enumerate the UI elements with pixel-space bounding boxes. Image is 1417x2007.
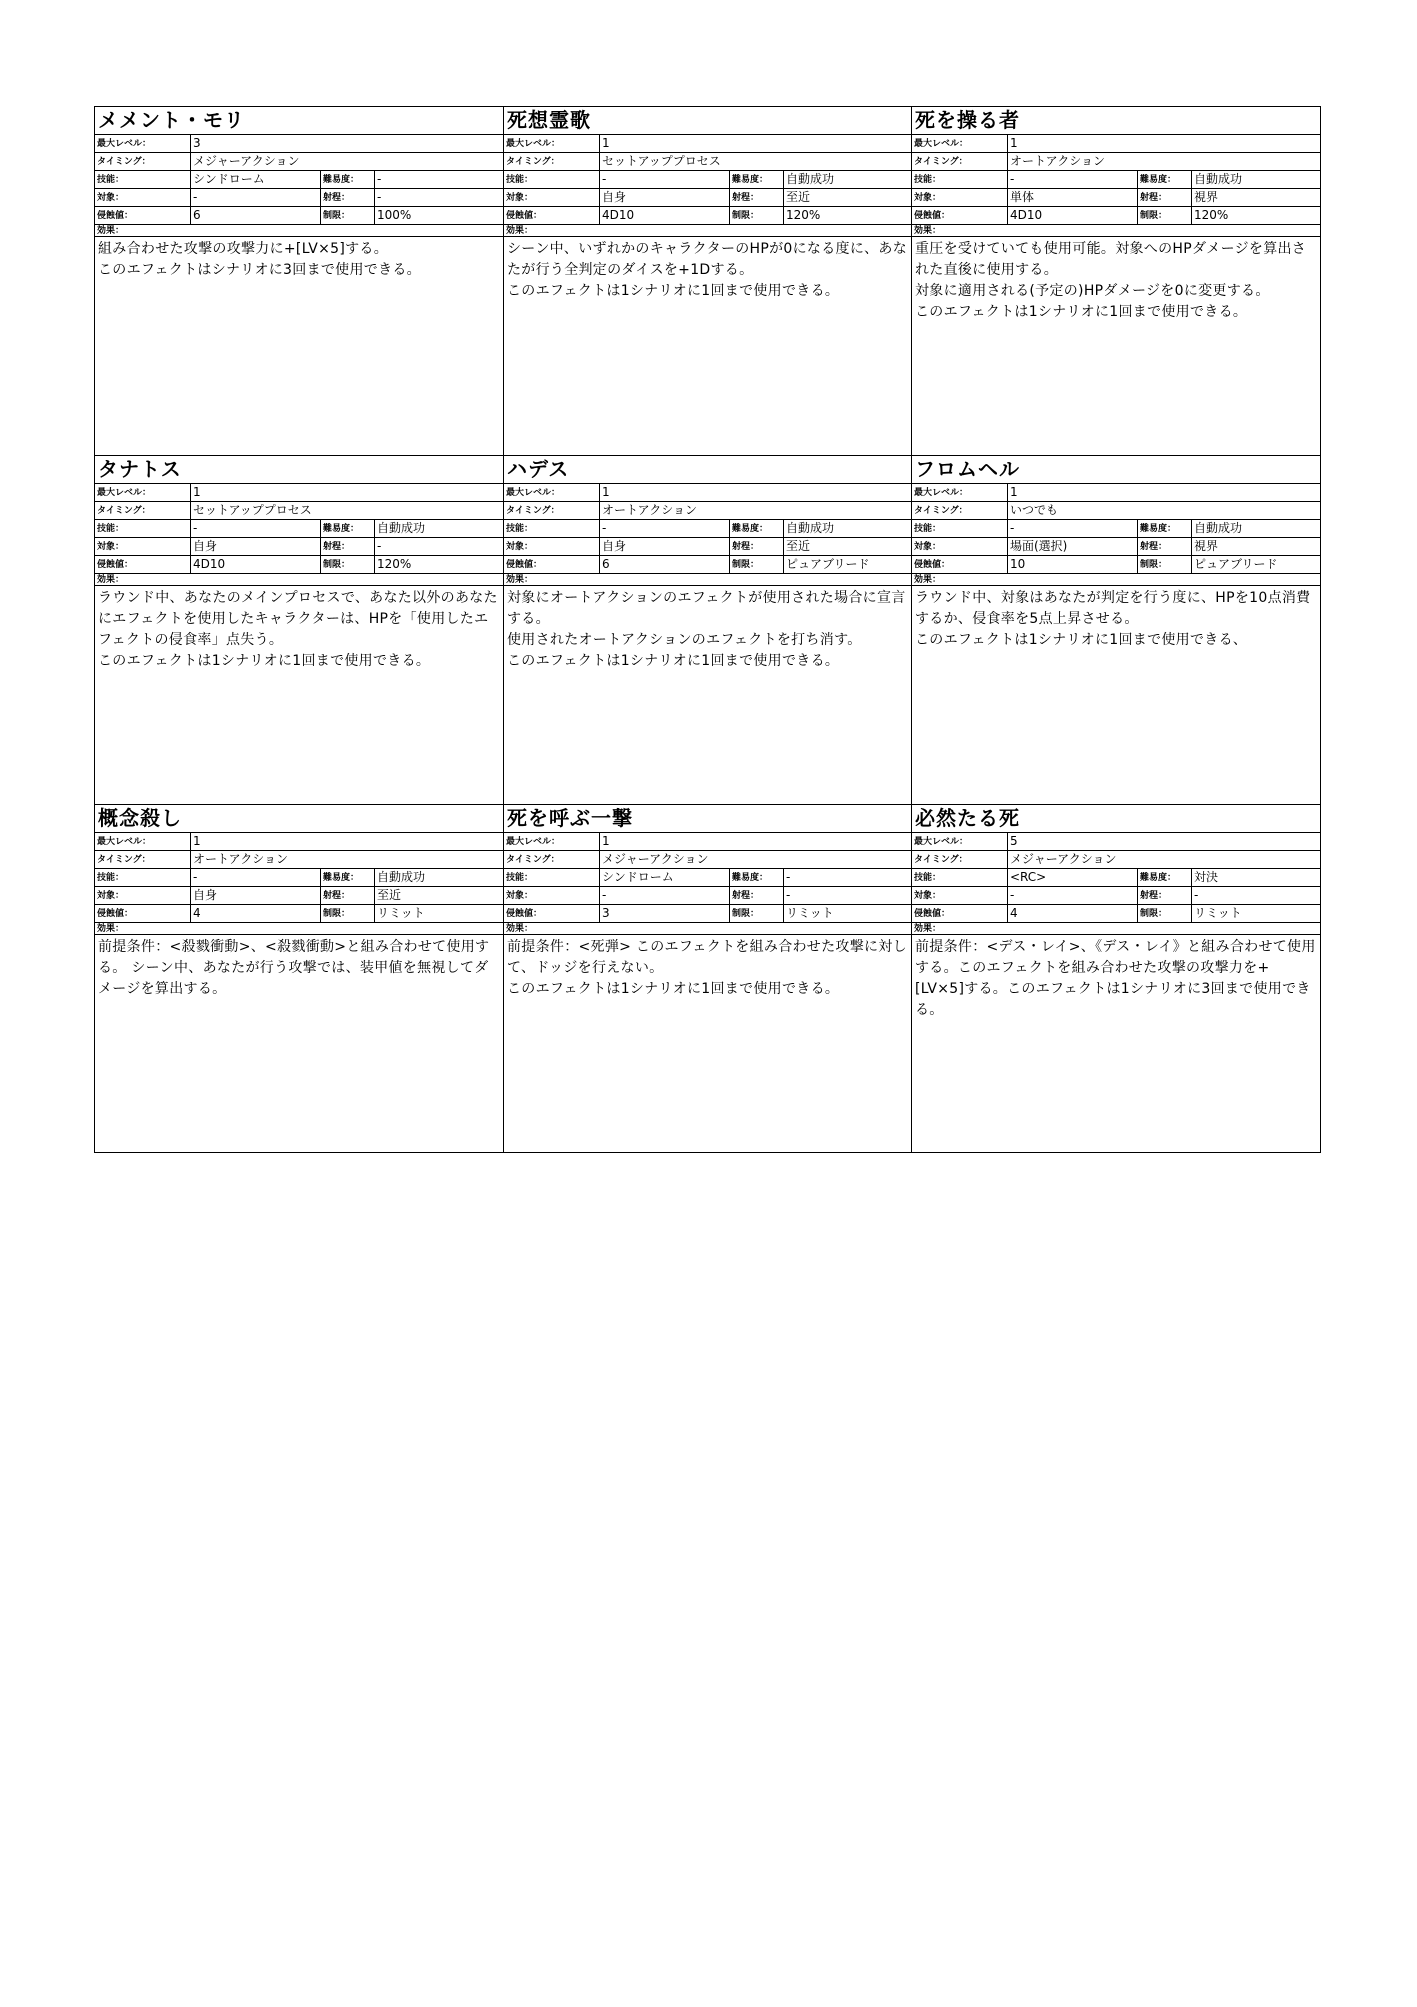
- effect-label: 効果：: [506, 575, 534, 585]
- erosion-row: [95, 207, 503, 225]
- effect-name: 死想霊歌: [504, 107, 911, 135]
- difficulty-label: 難易度：: [729, 869, 783, 886]
- erosion-value: 4D10: [190, 556, 320, 573]
- range-value: -: [1191, 887, 1320, 904]
- skill-value: -: [1007, 520, 1137, 537]
- erosion-value: 4: [1007, 905, 1137, 922]
- effect-text: ラウンド中、対象はあなたが判定を行う度に、HPを10点消費するか、侵食率を5点上昇させる。 このエフェクトは1シナリオに1回まで使用できる、: [915, 590, 1311, 648]
- target-value: 自身: [190, 887, 320, 904]
- timing-label: タイミング：: [97, 157, 151, 167]
- skill-value: -: [1007, 171, 1137, 188]
- target-label: 対象：: [506, 542, 534, 552]
- skill-value: -: [599, 520, 729, 537]
- skill-value: シンドローム: [599, 869, 729, 886]
- difficulty-label: 難易度：: [729, 520, 783, 537]
- effect-name: フロムヘル: [912, 456, 1320, 484]
- max-level-label: 最大レベル：: [506, 139, 561, 149]
- target-value: 自身: [599, 189, 729, 206]
- max-level-label: 最大レベル：: [97, 837, 152, 847]
- skill-value: <RC>: [1007, 869, 1137, 886]
- target-row: [504, 189, 911, 207]
- erosion-row: [504, 556, 911, 574]
- limit-value: 120%: [1191, 207, 1320, 224]
- range-label: 射程：: [729, 538, 783, 555]
- range-label: 射程：: [1137, 887, 1191, 904]
- effect-text: 前提条件：<殺戮衝動>、<殺戮衝動>と組み合わせて使用する。 シーン中、あなたが行う攻撃では、装甲値を無視してダメージを算出する。: [98, 939, 490, 997]
- difficulty-value: 対決: [1191, 869, 1320, 886]
- max-level-label: 最大レベル：: [506, 488, 561, 498]
- effect-label: 効果：: [914, 575, 942, 585]
- erosion-row: [912, 905, 1320, 923]
- effect-label-row: [95, 225, 503, 237]
- timing-row: [504, 502, 911, 520]
- range-value: 至近: [374, 887, 503, 904]
- limit-label: 制限：: [1137, 556, 1191, 573]
- erosion-row: [912, 556, 1320, 574]
- target-label: 対象：: [97, 542, 125, 552]
- skill-label: 技能：: [97, 524, 125, 534]
- limit-label: 制限：: [729, 905, 783, 922]
- effect-text: 対象にオートアクションのエフェクトが使用された場合に宣言する。 使用されたオートアクションのエフェクトを打ち消す。 このエフェクトは1シナリオに1回まで使用できる。: [507, 590, 906, 669]
- max-level-row: [912, 833, 1320, 851]
- skill-label: 技能：: [97, 175, 125, 185]
- max-level-label: 最大レベル：: [914, 139, 969, 149]
- max-level-label: 最大レベル：: [97, 488, 152, 498]
- effect-label-row: [95, 923, 503, 935]
- difficulty-value: 自動成功: [374, 869, 503, 886]
- max-level-value: 1: [599, 833, 911, 850]
- limit-label: 制限：: [1137, 207, 1191, 224]
- target-label: 対象：: [914, 542, 942, 552]
- max-level-label: 最大レベル：: [97, 139, 152, 149]
- difficulty-label: 難易度：: [1137, 171, 1191, 188]
- effect-card: [503, 455, 911, 804]
- effect-name: ハデス: [504, 456, 911, 484]
- skill-row: [912, 869, 1320, 887]
- timing-row: [95, 153, 503, 171]
- timing-row: [95, 502, 503, 520]
- max-level-row: [95, 833, 503, 851]
- range-value: -: [374, 538, 503, 555]
- timing-value: メジャーアクション: [190, 153, 503, 170]
- timing-row: [504, 153, 911, 171]
- max-level-value: 1: [190, 484, 503, 501]
- range-label: 射程：: [1137, 538, 1191, 555]
- max-level-value: 1: [1007, 135, 1320, 152]
- max-level-label: 最大レベル：: [914, 837, 969, 847]
- target-label: 対象：: [97, 891, 125, 901]
- skill-value: -: [599, 171, 729, 188]
- effect-label: 効果：: [914, 924, 942, 934]
- skill-row: [912, 520, 1320, 538]
- effect-name: メメント・モリ: [95, 107, 503, 135]
- target-row: [95, 887, 503, 905]
- skill-row: [912, 171, 1320, 189]
- limit-value: リミット: [374, 905, 503, 922]
- erosion-value: 4D10: [1007, 207, 1137, 224]
- effect-label: 効果：: [506, 226, 534, 236]
- erosion-label: 侵蝕値：: [914, 560, 951, 570]
- skill-label: 技能：: [97, 873, 125, 883]
- difficulty-label: 難易度：: [1137, 520, 1191, 537]
- skill-label: 技能：: [506, 873, 534, 883]
- skill-row: [95, 171, 503, 189]
- timing-row: [504, 851, 911, 869]
- max-level-value: 1: [1007, 484, 1320, 501]
- erosion-row: [95, 556, 503, 574]
- effect-card: [911, 106, 1321, 455]
- erosion-row: [504, 905, 911, 923]
- range-label: 射程：: [320, 887, 374, 904]
- max-level-row: [912, 484, 1320, 502]
- range-label: 射程：: [320, 189, 374, 206]
- effect-card: [503, 106, 911, 455]
- max-level-label: 最大レベル：: [914, 488, 969, 498]
- max-level-row: [504, 484, 911, 502]
- effect-name: 死を操る者: [912, 107, 1320, 135]
- range-label: 射程：: [1137, 189, 1191, 206]
- effect-name: 概念殺し: [95, 805, 503, 833]
- difficulty-value: 自動成功: [783, 520, 911, 537]
- range-value: 至近: [783, 189, 911, 206]
- timing-value: いつでも: [1007, 502, 1320, 519]
- effect-label-row: [504, 923, 911, 935]
- limit-value: 100%: [374, 207, 503, 224]
- effect-card: [911, 804, 1321, 1153]
- timing-value: セットアッププロセス: [599, 153, 911, 170]
- timing-label: タイミング：: [97, 506, 151, 516]
- timing-value: オートアクション: [1007, 153, 1320, 170]
- target-label: 対象：: [97, 193, 125, 203]
- effect-label-row: [912, 225, 1320, 237]
- limit-label: 制限：: [320, 905, 374, 922]
- range-value: 視界: [1191, 538, 1320, 555]
- max-level-row: [95, 135, 503, 153]
- erosion-value: 6: [599, 556, 729, 573]
- range-label: 射程：: [729, 887, 783, 904]
- limit-label: 制限：: [320, 556, 374, 573]
- target-label: 対象：: [506, 891, 534, 901]
- max-level-row: [912, 135, 1320, 153]
- skill-row: [504, 520, 911, 538]
- target-row: [504, 887, 911, 905]
- erosion-value: 6: [190, 207, 320, 224]
- difficulty-value: -: [374, 171, 503, 188]
- erosion-value: 4: [190, 905, 320, 922]
- effect-text: 重圧を受けていても使用可能。対象へのHPダメージを算出された直後に使用する。 対象に適用される(予定の)HPダメージを0に変更する。 このエフェクトは1シナリオに1回まで使用できる。: [915, 241, 1307, 320]
- effect-label: 効果：: [97, 226, 125, 236]
- target-row: [912, 887, 1320, 905]
- limit-value: リミット: [1191, 905, 1320, 922]
- difficulty-value: 自動成功: [1191, 520, 1320, 537]
- timing-row: [912, 153, 1320, 171]
- effect-card: [911, 455, 1321, 804]
- skill-row: [504, 171, 911, 189]
- limit-label: 制限：: [729, 207, 783, 224]
- difficulty-label: 難易度：: [320, 520, 374, 537]
- range-value: -: [374, 189, 503, 206]
- timing-row: [912, 502, 1320, 520]
- max-level-value: 1: [190, 833, 503, 850]
- difficulty-value: 自動成功: [1191, 171, 1320, 188]
- effect-text: 前提条件：<デス・レイ>、《デス・レイ》と組み合わせて使用する。このエフェクトを組み合わせた攻撃の攻撃力を+[LV×5]する。このエフェクトは1シナリオに3回まで使用できる。: [915, 939, 1316, 1018]
- target-row: [504, 538, 911, 556]
- erosion-value: 4D10: [599, 207, 729, 224]
- timing-label: タイミング：: [914, 157, 968, 167]
- target-label: 対象：: [506, 193, 534, 203]
- target-value: 単体: [1007, 189, 1137, 206]
- difficulty-value: -: [783, 869, 911, 886]
- difficulty-value: 自動成功: [374, 520, 503, 537]
- range-label: 射程：: [320, 538, 374, 555]
- target-value: -: [599, 887, 729, 904]
- timing-row: [95, 851, 503, 869]
- difficulty-value: 自動成功: [783, 171, 911, 188]
- erosion-row: [504, 207, 911, 225]
- target-value: 自身: [190, 538, 320, 555]
- effect-label: 効果：: [914, 226, 942, 236]
- limit-value: ピュアブリード: [1191, 556, 1320, 573]
- max-level-value: 1: [599, 484, 911, 501]
- target-value: 場面(選択): [1007, 538, 1137, 555]
- max-level-row: [95, 484, 503, 502]
- effect-label: 効果：: [97, 924, 125, 934]
- skill-value: シンドローム: [190, 171, 320, 188]
- timing-value: オートアクション: [190, 851, 503, 868]
- target-value: -: [1007, 887, 1137, 904]
- erosion-label: 侵蝕値：: [97, 211, 134, 221]
- effect-card: [503, 804, 911, 1153]
- timing-label: タイミング：: [506, 855, 560, 865]
- erosion-label: 侵蝕値：: [97, 909, 134, 919]
- target-row: [95, 538, 503, 556]
- limit-value: 120%: [374, 556, 503, 573]
- timing-value: メジャーアクション: [599, 851, 911, 868]
- timing-label: タイミング：: [97, 855, 151, 865]
- timing-label: タイミング：: [506, 506, 560, 516]
- target-row: [912, 189, 1320, 207]
- limit-label: 制限：: [320, 207, 374, 224]
- timing-label: タイミング：: [914, 855, 968, 865]
- effect-label-row: [504, 225, 911, 237]
- skill-row: [95, 869, 503, 887]
- limit-label: 制限：: [1137, 905, 1191, 922]
- erosion-label: 侵蝕値：: [914, 909, 951, 919]
- effect-label-row: [504, 574, 911, 586]
- range-value: 至近: [783, 538, 911, 555]
- timing-value: オートアクション: [599, 502, 911, 519]
- skill-value: -: [190, 520, 320, 537]
- effect-sheet: [94, 106, 1321, 1153]
- skill-label: 技能：: [914, 175, 942, 185]
- effect-name: 死を呼ぶ一撃: [504, 805, 911, 833]
- range-value: 視界: [1191, 189, 1320, 206]
- timing-label: タイミング：: [506, 157, 560, 167]
- effect-text: 組み合わせた攻撃の攻撃力に+[LV×5]する。 このエフェクトはシナリオに3回まで使用できる。: [98, 241, 421, 278]
- timing-row: [912, 851, 1320, 869]
- range-value: -: [783, 887, 911, 904]
- limit-value: ピュアブリード: [783, 556, 911, 573]
- skill-label: 技能：: [506, 175, 534, 185]
- skill-label: 技能：: [506, 524, 534, 534]
- effect-text: 前提条件：<死弾> このエフェクトを組み合わせた攻撃に対して、ドッジを行えない。 このエフェクトは1シナリオに1回まで使用できる。: [507, 939, 907, 997]
- target-row: [912, 538, 1320, 556]
- target-value: 自身: [599, 538, 729, 555]
- erosion-label: 侵蝕値：: [506, 211, 543, 221]
- target-label: 対象：: [914, 193, 942, 203]
- effect-label: 効果：: [506, 924, 534, 934]
- skill-row: [95, 520, 503, 538]
- limit-value: リミット: [783, 905, 911, 922]
- erosion-label: 侵蝕値：: [914, 211, 951, 221]
- max-level-row: [504, 135, 911, 153]
- effect-text: ラウンド中、あなたのメインプロセスで、あなた以外のあなたにエフェクトを使用したキャラクターは、HPを「使用したエフェクトの侵食率」点失う。 このエフェクトは1シナリオに1回まで使用できる。: [98, 590, 498, 669]
- erosion-row: [95, 905, 503, 923]
- erosion-row: [912, 207, 1320, 225]
- effect-text: シーン中、いずれかのキャラクターのHPが0になる度に、あなたが行う全判定のダイスを+1Dする。 このエフェクトは1シナリオに1回まで使用できる。: [507, 241, 908, 299]
- effect-label-row: [95, 574, 503, 586]
- max-level-value: 1: [599, 135, 911, 152]
- target-row: [95, 189, 503, 207]
- skill-value: -: [190, 869, 320, 886]
- effect-name: 必然たる死: [912, 805, 1320, 833]
- difficulty-label: 難易度：: [729, 171, 783, 188]
- max-level-value: 3: [190, 135, 503, 152]
- limit-label: 制限：: [729, 556, 783, 573]
- difficulty-label: 難易度：: [1137, 869, 1191, 886]
- erosion-label: 侵蝕値：: [506, 560, 543, 570]
- effect-name: タナトス: [95, 456, 503, 484]
- effect-label-row: [912, 574, 1320, 586]
- difficulty-label: 難易度：: [320, 869, 374, 886]
- effect-card: [94, 455, 503, 804]
- erosion-value: 10: [1007, 556, 1137, 573]
- target-value: -: [190, 189, 320, 206]
- timing-label: タイミング：: [914, 506, 968, 516]
- effect-card: [94, 804, 503, 1153]
- skill-label: 技能：: [914, 524, 942, 534]
- range-label: 射程：: [729, 189, 783, 206]
- effect-label: 効果：: [97, 575, 125, 585]
- target-label: 対象：: [914, 891, 942, 901]
- max-level-label: 最大レベル：: [506, 837, 561, 847]
- skill-row: [504, 869, 911, 887]
- max-level-row: [504, 833, 911, 851]
- difficulty-label: 難易度：: [320, 171, 374, 188]
- erosion-value: 3: [599, 905, 729, 922]
- erosion-label: 侵蝕値：: [97, 560, 134, 570]
- erosion-label: 侵蝕値：: [506, 909, 543, 919]
- effect-label-row: [912, 923, 1320, 935]
- max-level-value: 5: [1007, 833, 1320, 850]
- effect-card: [94, 106, 503, 455]
- skill-label: 技能：: [914, 873, 942, 883]
- timing-value: セットアッププロセス: [190, 502, 503, 519]
- timing-value: メジャーアクション: [1007, 851, 1320, 868]
- limit-value: 120%: [783, 207, 911, 224]
